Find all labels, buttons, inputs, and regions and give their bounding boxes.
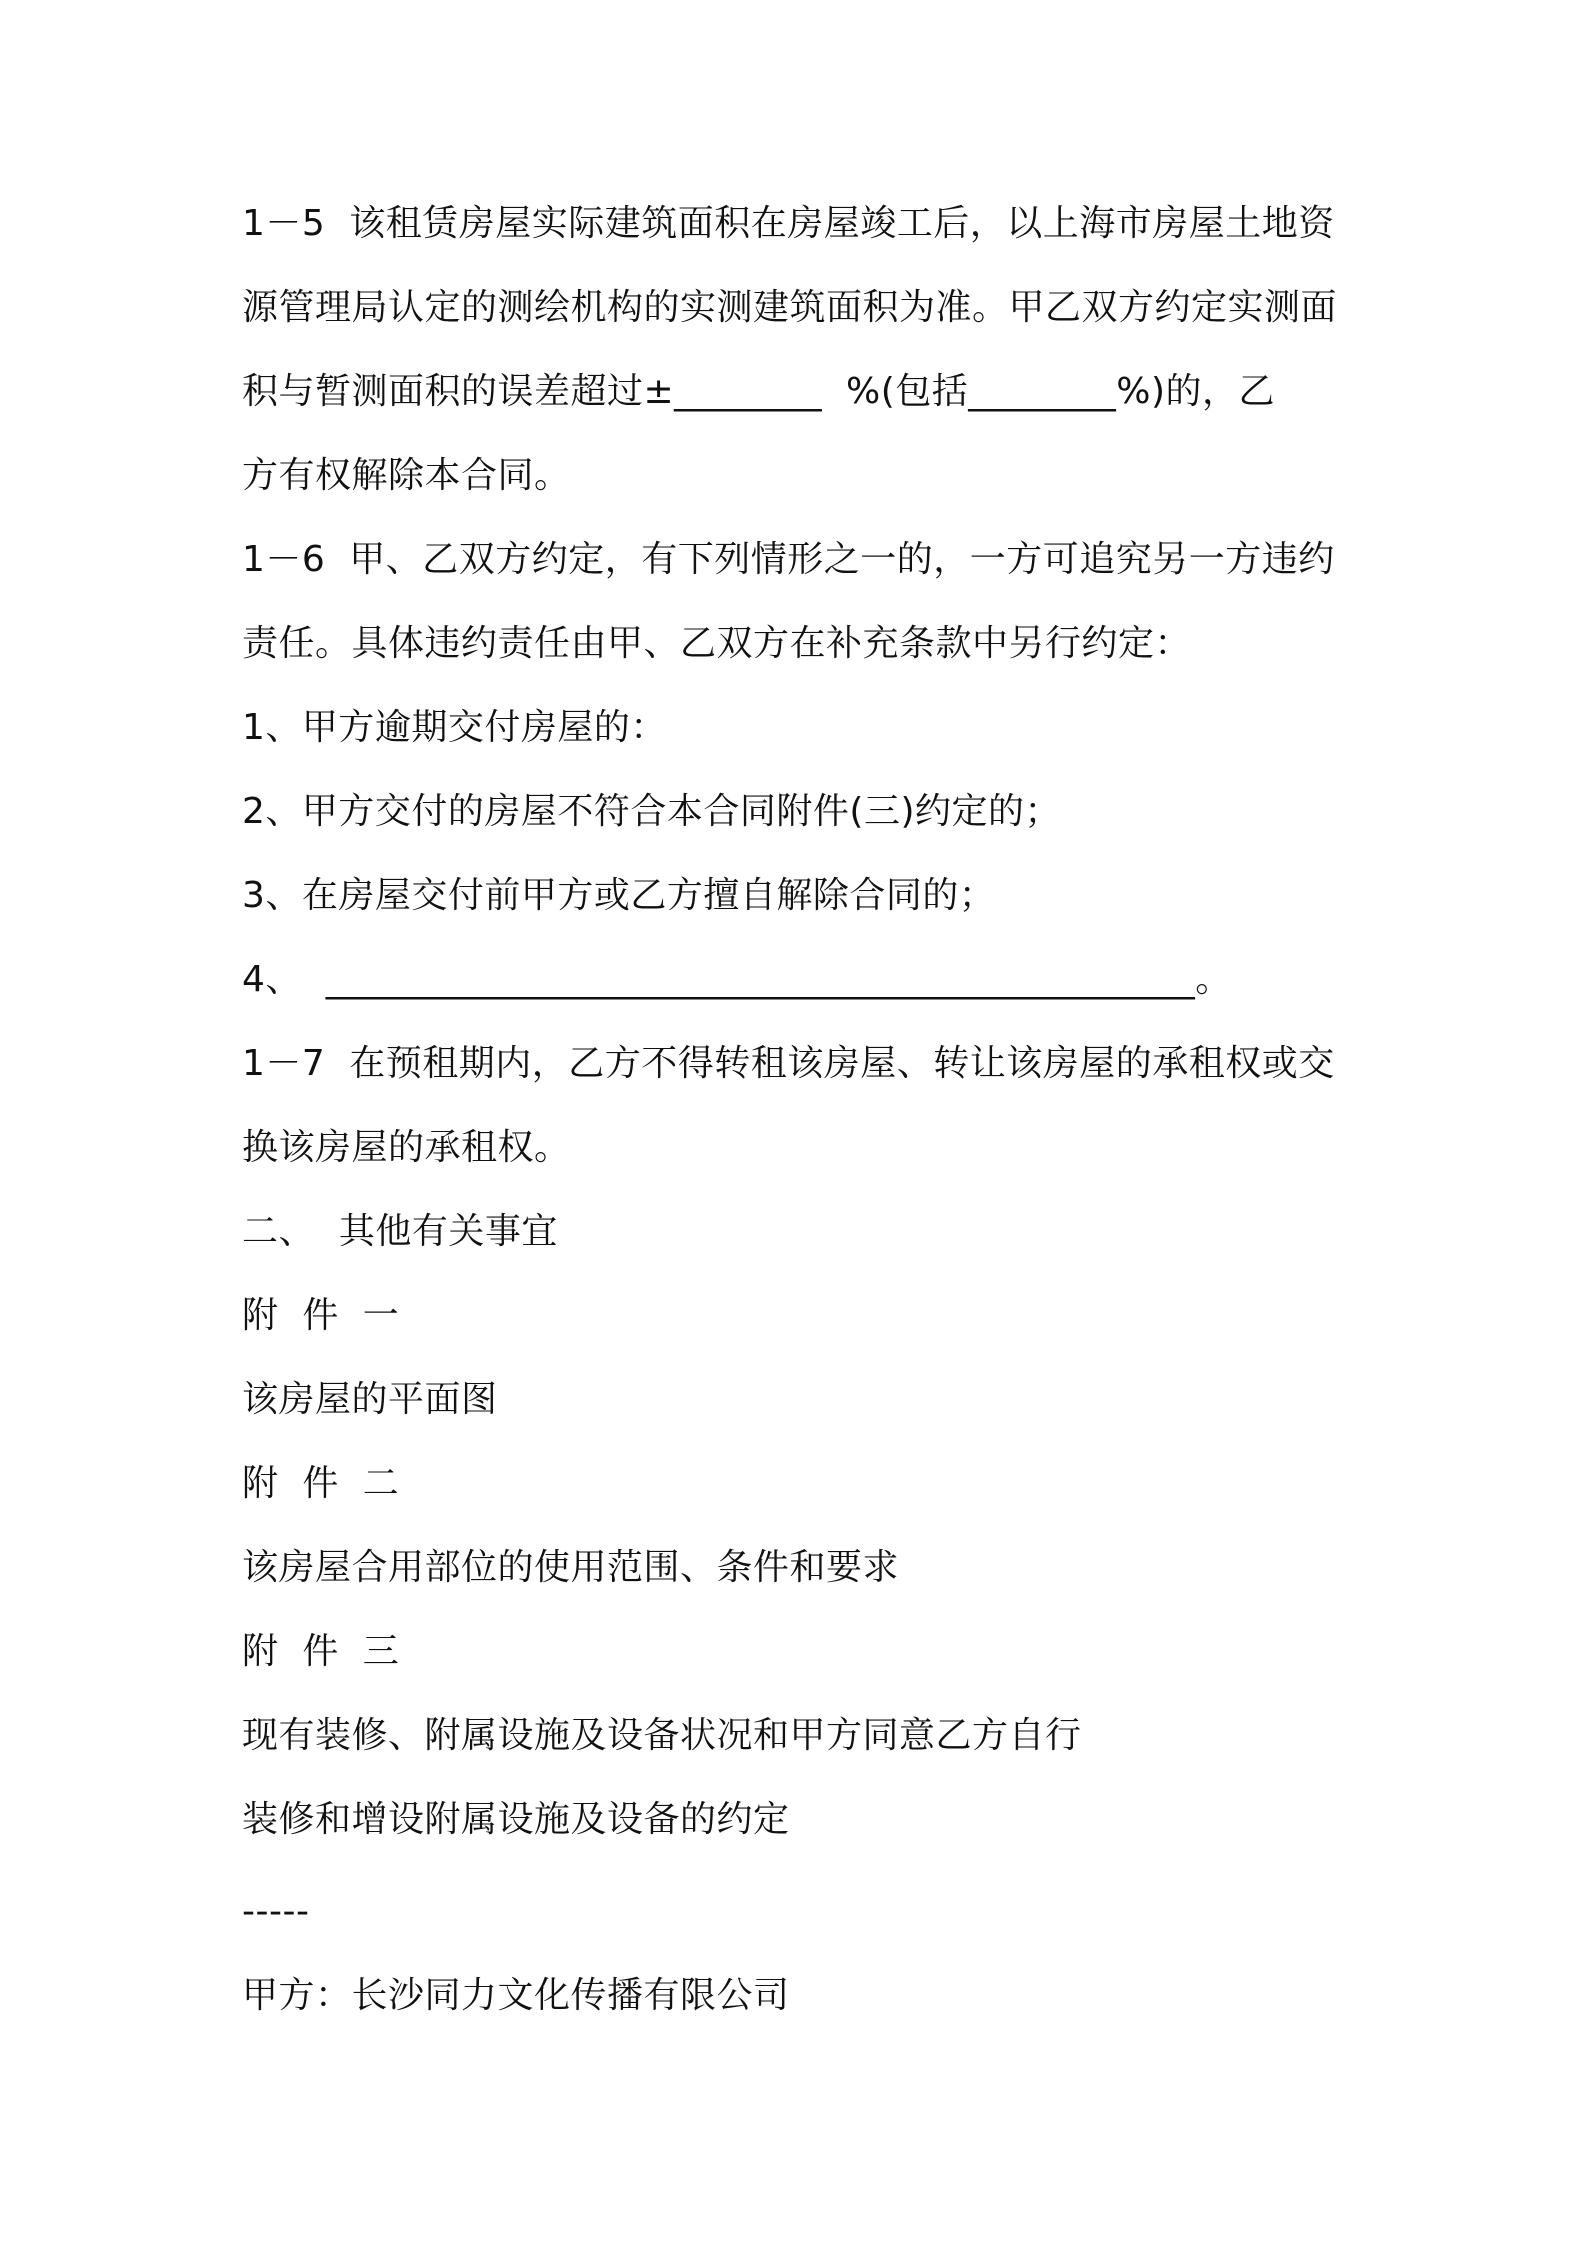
clause-1-6-line-1: 1－6 甲、乙双方约定，有下列情形之一的，一方可追究另一方违约 bbox=[242, 539, 1335, 580]
attachment-1-title: 该房屋的平面图 bbox=[242, 1379, 498, 1420]
clause-1-5-line-1: 1－5 该租赁房屋实际建筑面积在房屋竣工后，以上海市房屋土地资 bbox=[242, 203, 1335, 244]
attachment-3-title-line-2: 装修和增设附属设施及设备的约定 bbox=[242, 1799, 790, 1840]
attachment-1-heading: 附 件 一 bbox=[242, 1295, 400, 1336]
list-item-2: 2、甲方交付的房屋不符合本合同附件(三)约定的； bbox=[242, 791, 1061, 832]
clause-1-7-line-1: 1－7 在预租期内，乙方不得转租该房屋、转让该房屋的承租权或交 bbox=[242, 1043, 1335, 1084]
section-heading-other-matters: 二、 其他有关事宜 bbox=[242, 1211, 558, 1252]
list-item-4: 4、 _______________________________________________。 bbox=[242, 959, 1232, 1000]
clause-1-5-line-3: 积与暂测面积的误差超过±________ %(包括________%)的，乙 bbox=[242, 371, 1276, 412]
list-item-1: 1、甲方逾期交付房屋的： bbox=[242, 707, 667, 748]
attachment-3-title-line-1: 现有装修、附属设施及设备状况和甲方同意乙方自行 bbox=[242, 1715, 1082, 1756]
attachment-3-heading: 附 件 三 bbox=[242, 1631, 400, 1672]
separator-dashes: ----- bbox=[242, 1891, 310, 1932]
clause-1-5-line-4: 方有权解除本合同。 bbox=[242, 455, 571, 496]
clause-1-5-line-2: 源管理局认定的测绘机构的实测建筑面积为准。甲乙双方约定实测面 bbox=[242, 287, 1338, 328]
clause-1-7-line-2: 换该房屋的承租权。 bbox=[242, 1127, 571, 1168]
party-a-signature-line: 甲方：长沙同力文化传播有限公司 bbox=[242, 1975, 790, 2016]
attachment-2-title: 该房屋合用部位的使用范围、条件和要求 bbox=[242, 1547, 900, 1588]
attachment-2-heading: 附 件 二 bbox=[242, 1463, 400, 1504]
list-item-3: 3、在房屋交付前甲方或乙方擅自解除合同的； bbox=[242, 875, 996, 916]
clause-1-6-line-2: 责任。具体违约责任由甲、乙双方在补充条款中另行约定： bbox=[242, 623, 1192, 664]
